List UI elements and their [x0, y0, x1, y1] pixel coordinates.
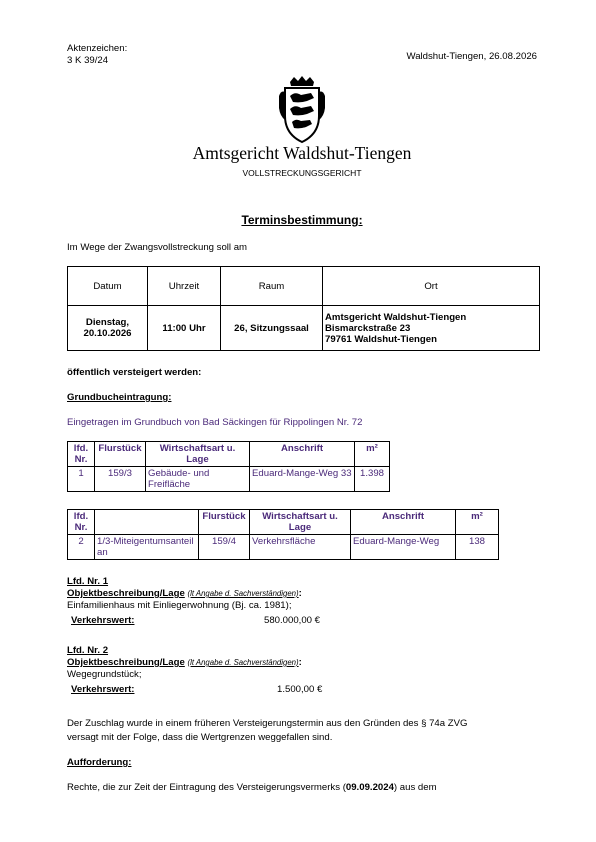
lot-1-objekt-note: (lt Angabe d. Sachverständigen): [187, 589, 299, 598]
place-date: Waldshut-Tiengen, 26.08.2026: [406, 51, 537, 62]
aktenzeichen-label: Aktenzeichen:: [67, 43, 128, 54]
aktenzeichen: 3 K 39/24: [67, 55, 109, 66]
t1-header-m2: m²: [355, 442, 390, 467]
lot-2-objekt-label: Objektbeschreibung/Lage: [67, 657, 185, 668]
lot-1-objekt: [67, 588, 537, 600]
intro-text: Im Wege der Zwangsvollstreckung soll am: [67, 242, 248, 253]
table-row: [68, 535, 499, 560]
aufforderung-heading: Aufforderung:: [67, 757, 132, 768]
grundbuch-entry: Eingetragen im Grundbuch von Bad Säckingen für Rippolingen Nr. 72: [67, 417, 363, 428]
table-row: [68, 467, 390, 492]
aktenzeichen-block: [67, 43, 127, 67]
lot-1-wert-value: 580.000,00 €: [264, 615, 321, 626]
coat-of-arms-icon: [277, 76, 327, 146]
court-name: Amtsgericht Waldshut-Tiengen: [192, 143, 412, 163]
grundbuch-heading: Grundbucheintragung:: [67, 392, 172, 403]
aufforderung-date: 09.09.2024: [345, 782, 394, 793]
ort-line3: 79761 Waldshut-Tiengen: [325, 333, 437, 345]
lot-1-wert-label: Verkehrswert:: [71, 615, 135, 626]
t2-cell-wirtschaftsart: Verkehrsfläche: [250, 535, 351, 560]
t1-header-wirtschaftsart: Wirtschaftsart u. Lage: [146, 442, 250, 467]
aufforderung-text-before: Rechte, die zur Zeit der Eintragung des Versteigerungsvermerks (: [67, 782, 346, 793]
cell-ort: [323, 306, 540, 351]
cell-datum: [68, 306, 148, 351]
datum-line2: 20.10.2026: [83, 328, 132, 339]
lot-1: [67, 576, 537, 631]
zuschlag-line1: Der Zuschlag wurde in einem früheren Versteigerungstermin aus den Gründen des § 74a ZVG: [67, 718, 468, 729]
t1-header-flurstueck: Flurstück: [95, 442, 146, 467]
court-department: VOLLSTRECKUNGSGERICHT: [242, 168, 362, 178]
auction-text: öffentlich versteigert werden:: [67, 367, 202, 378]
lot-2-description: Wegegrundstück;: [67, 669, 142, 680]
header-datum: Datum: [68, 267, 148, 306]
lot-2-wert-value: 1.500,00 €: [277, 684, 323, 695]
lot-2-objekt: [67, 657, 537, 669]
t2-header-anteil: [95, 510, 199, 535]
t2-cell-m2: 138: [456, 535, 499, 560]
page-title: Terminsbestimmung:: [241, 213, 363, 227]
zuschlag-line2: versagt mit der Folge, dass die Wertgrenzen weggefallen sind.: [67, 732, 333, 743]
t2-header-flurstueck: Flurstück: [199, 510, 250, 535]
aufforderung-text-after: ) aus dem: [393, 782, 437, 793]
ort-line1: Amtsgericht Waldshut-Tiengen: [325, 311, 467, 323]
lot-1-description: Einfamilienhaus mit Einliegerwohnung (Bj. ca. 1981);: [67, 600, 292, 611]
ort-line2: Bismarckstraße 23: [325, 322, 411, 334]
lot-2-objekt-note: (lt Angabe d. Sachverständigen): [187, 658, 299, 667]
t2-cell-anteil: 1/3-Miteigentumsanteil an: [95, 535, 199, 560]
cell-raum: 26, Sitzungssaal: [221, 306, 323, 351]
lot-1-heading: Lfd. Nr. 1: [67, 576, 109, 587]
t2-header-m2: m²: [456, 510, 499, 535]
t1-cell-nr: 1: [68, 467, 95, 492]
header-ort: Ort: [323, 267, 540, 306]
t2-header-nr: lfd. Nr.: [68, 510, 95, 535]
datum-line1: Dienstag,: [85, 317, 130, 328]
lot-2-objekt-colon: :: [298, 657, 302, 668]
t1-cell-flurstueck: 159/3: [95, 467, 146, 492]
t1-cell-wirtschaftsart: Gebäude- und Freifläche: [146, 467, 250, 492]
lot-2-wert-label: Verkehrswert:: [71, 684, 135, 695]
header-uhrzeit: Uhrzeit: [148, 267, 221, 306]
t1-header-nr: lfd. Nr.: [68, 442, 95, 467]
schedule-table: [67, 266, 540, 351]
t2-cell-flurstueck: 159/4: [199, 535, 250, 560]
lot-1-objekt-label: Objektbeschreibung/Lage: [67, 588, 185, 599]
lot-1-objekt-colon: :: [298, 588, 302, 599]
grundbuch-table-2: [67, 509, 499, 560]
grundbuch-table-1: [67, 441, 390, 492]
t2-cell-nr: 2: [68, 535, 95, 560]
t2-header-anschrift: Anschrift: [351, 510, 456, 535]
header-raum: Raum: [221, 267, 323, 306]
t2-cell-anschrift: Eduard-Mange-Weg: [351, 535, 456, 560]
cell-uhrzeit: 11:00 Uhr: [148, 306, 221, 351]
zuschlag-paragraph: [67, 717, 468, 745]
t1-header-anschrift: Anschrift: [250, 442, 355, 467]
t1-cell-m2: 1.398: [355, 467, 390, 492]
t2-header-wirtschaftsart: Wirtschaftsart u. Lage: [250, 510, 351, 535]
lot-2: [67, 645, 537, 700]
t1-cell-anschrift: Eduard-Mange-Weg 33: [250, 467, 355, 492]
aufforderung-text: [67, 782, 437, 793]
lot-2-heading: Lfd. Nr. 2: [67, 645, 109, 656]
